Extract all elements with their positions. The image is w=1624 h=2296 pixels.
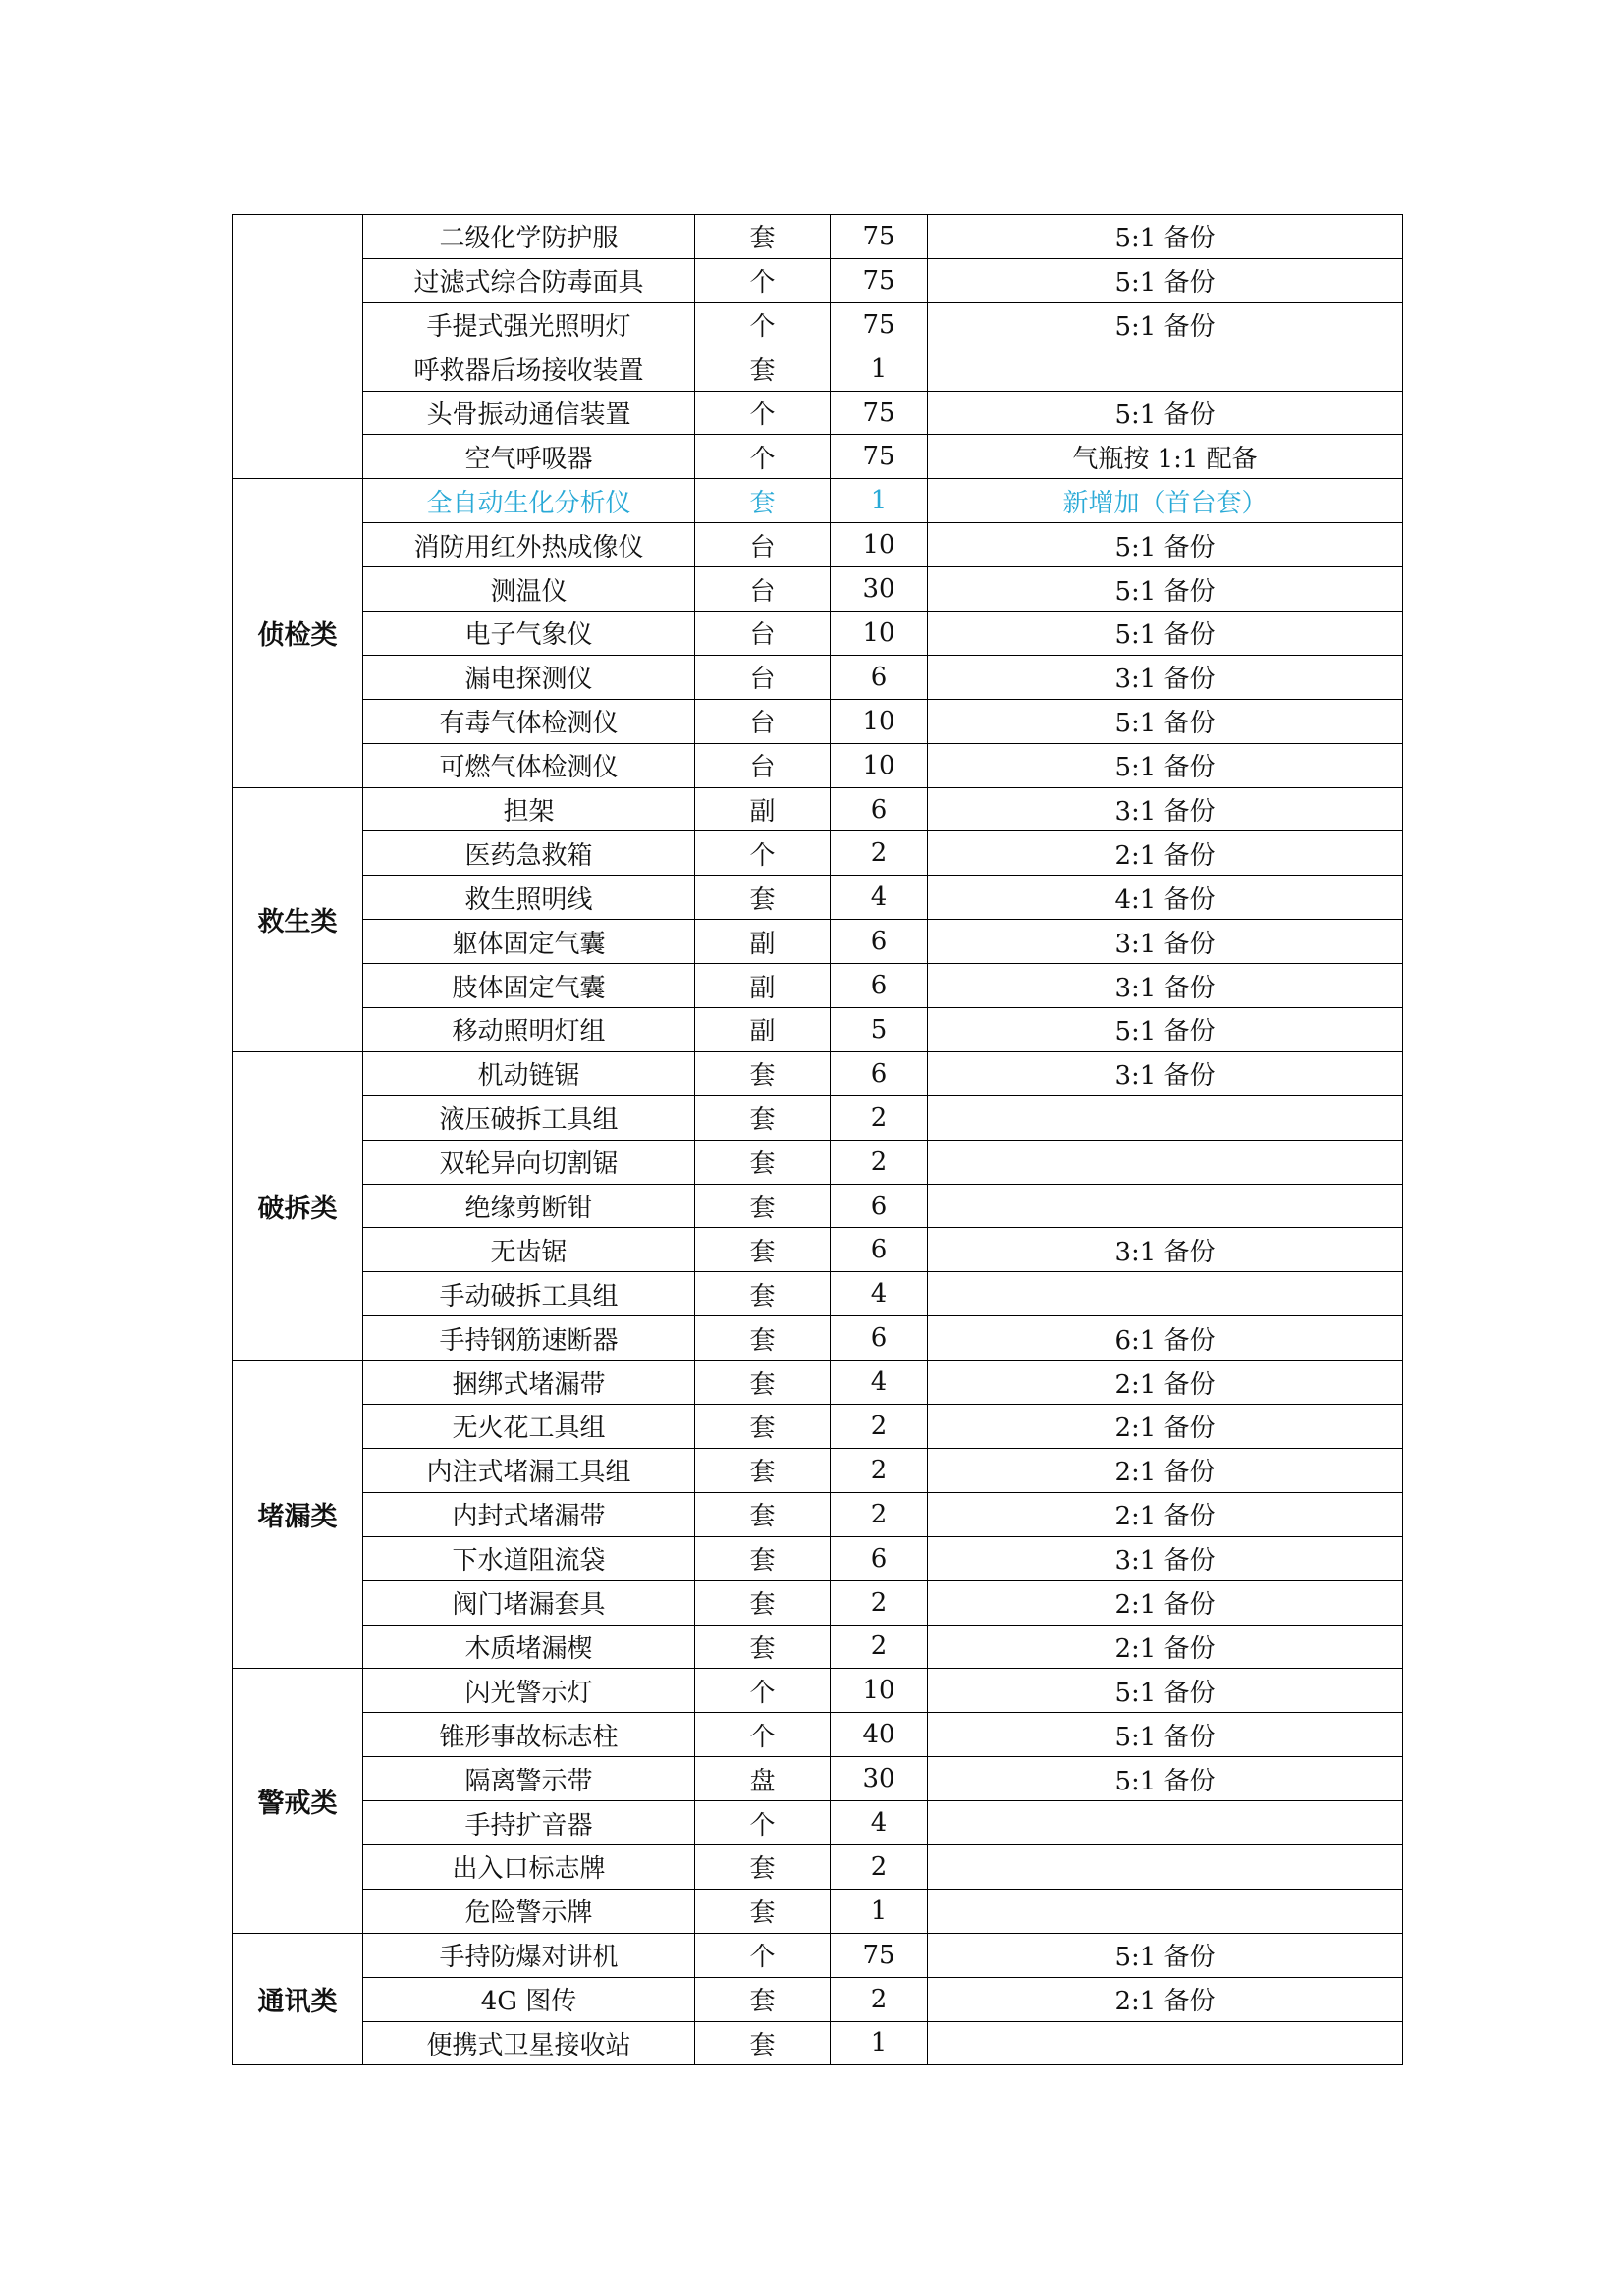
unit-cell: 套 xyxy=(695,876,831,920)
note-cell: 新增加（首台套） xyxy=(928,479,1403,523)
unit-cell: 套 xyxy=(695,1625,831,1669)
unit-cell: 个 xyxy=(695,1933,831,1977)
category-cell: 通讯类 xyxy=(233,1933,363,2065)
quantity-cell: 6 xyxy=(831,920,928,964)
table-row xyxy=(233,1492,1403,1536)
item-name-cell: 救生照明线 xyxy=(363,876,695,920)
note-cell xyxy=(928,1184,1403,1228)
table-row xyxy=(233,1844,1403,1889)
item-name-cell: 二级化学防护服 xyxy=(363,215,695,259)
note-cell: 3:1 备份 xyxy=(928,964,1403,1008)
quantity-cell: 2 xyxy=(831,1625,928,1669)
item-name-cell: 电子气象仪 xyxy=(363,612,695,656)
quantity-cell: 10 xyxy=(831,1669,928,1713)
item-name-cell: 全自动生化分析仪 xyxy=(363,479,695,523)
quantity-cell: 40 xyxy=(831,1713,928,1757)
item-name-cell: 手持钢筋速断器 xyxy=(363,1316,695,1361)
unit-cell: 套 xyxy=(695,215,831,259)
item-name-cell: 肢体固定气囊 xyxy=(363,964,695,1008)
item-name-cell: 手提式强光照明灯 xyxy=(363,302,695,347)
unit-cell: 个 xyxy=(695,258,831,302)
quantity-cell: 75 xyxy=(831,302,928,347)
table-row xyxy=(233,523,1403,567)
quantity-cell: 6 xyxy=(831,1051,928,1095)
item-name-cell: 内封式堵漏带 xyxy=(363,1492,695,1536)
note-cell: 5:1 备份 xyxy=(928,1713,1403,1757)
item-name-cell: 闪光警示灯 xyxy=(363,1669,695,1713)
item-name-cell: 躯体固定气囊 xyxy=(363,920,695,964)
quantity-cell: 75 xyxy=(831,258,928,302)
item-name-cell: 手持防爆对讲机 xyxy=(363,1933,695,1977)
unit-cell: 套 xyxy=(695,1405,831,1449)
unit-cell: 台 xyxy=(695,523,831,567)
table-row xyxy=(233,1272,1403,1316)
quantity-cell: 2 xyxy=(831,1580,928,1625)
unit-cell: 台 xyxy=(695,743,831,787)
quantity-cell: 10 xyxy=(831,523,928,567)
note-cell: 5:1 备份 xyxy=(928,258,1403,302)
table-row xyxy=(233,1713,1403,1757)
quantity-cell: 4 xyxy=(831,1801,928,1845)
table-row xyxy=(233,1889,1403,1933)
table-row xyxy=(233,2021,1403,2065)
note-cell xyxy=(928,347,1403,391)
item-name-cell: 内注式堵漏工具组 xyxy=(363,1448,695,1492)
note-cell xyxy=(928,2021,1403,2065)
unit-cell: 个 xyxy=(695,435,831,479)
note-cell: 2:1 备份 xyxy=(928,1977,1403,2021)
item-name-cell: 呼救器后场接收装置 xyxy=(363,347,695,391)
table-row xyxy=(233,258,1403,302)
quantity-cell: 75 xyxy=(831,215,928,259)
item-name-cell: 手动破拆工具组 xyxy=(363,1272,695,1316)
table-row xyxy=(233,391,1403,435)
unit-cell: 套 xyxy=(695,1977,831,2021)
quantity-cell: 6 xyxy=(831,787,928,831)
table-row xyxy=(233,655,1403,699)
quantity-cell: 2 xyxy=(831,1095,928,1140)
item-name-cell: 无齿锯 xyxy=(363,1228,695,1272)
unit-cell: 套 xyxy=(695,1536,831,1580)
note-cell: 2:1 备份 xyxy=(928,1625,1403,1669)
table-row xyxy=(233,699,1403,743)
item-name-cell: 隔离警示带 xyxy=(363,1757,695,1801)
table-row xyxy=(233,1140,1403,1184)
note-cell: 5:1 备份 xyxy=(928,302,1403,347)
table-row xyxy=(233,787,1403,831)
quantity-cell: 4 xyxy=(831,1361,928,1405)
unit-cell: 副 xyxy=(695,964,831,1008)
item-name-cell: 危险警示牌 xyxy=(363,1889,695,1933)
quantity-cell: 2 xyxy=(831,1448,928,1492)
unit-cell: 个 xyxy=(695,1713,831,1757)
table-row xyxy=(233,1361,1403,1405)
table-row xyxy=(233,567,1403,612)
note-cell xyxy=(928,1801,1403,1845)
quantity-cell: 6 xyxy=(831,1316,928,1361)
table-row xyxy=(233,876,1403,920)
note-cell xyxy=(928,1844,1403,1889)
item-name-cell: 漏电探测仪 xyxy=(363,655,695,699)
table-row xyxy=(233,302,1403,347)
quantity-cell: 2 xyxy=(831,1844,928,1889)
quantity-cell: 6 xyxy=(831,1228,928,1272)
quantity-cell: 2 xyxy=(831,831,928,876)
table-row xyxy=(233,1757,1403,1801)
category-cell: 侦检类 xyxy=(233,479,363,787)
table-row xyxy=(233,1625,1403,1669)
item-name-cell: 无火花工具组 xyxy=(363,1405,695,1449)
category-cell: 警戒类 xyxy=(233,1669,363,1933)
unit-cell: 盘 xyxy=(695,1757,831,1801)
note-cell: 5:1 备份 xyxy=(928,1669,1403,1713)
category-cell: 救生类 xyxy=(233,787,363,1051)
unit-cell: 个 xyxy=(695,302,831,347)
unit-cell: 套 xyxy=(695,1095,831,1140)
quantity-cell: 30 xyxy=(831,1757,928,1801)
item-name-cell: 手持扩音器 xyxy=(363,1801,695,1845)
note-cell: 5:1 备份 xyxy=(928,523,1403,567)
note-cell: 5:1 备份 xyxy=(928,215,1403,259)
note-cell: 3:1 备份 xyxy=(928,1536,1403,1580)
note-cell: 4:1 备份 xyxy=(928,876,1403,920)
unit-cell: 套 xyxy=(695,1580,831,1625)
note-cell: 2:1 备份 xyxy=(928,1361,1403,1405)
table-row xyxy=(233,1801,1403,1845)
table-row xyxy=(233,1977,1403,2021)
note-cell: 3:1 备份 xyxy=(928,920,1403,964)
quantity-cell: 2 xyxy=(831,1492,928,1536)
item-name-cell: 捆绑式堵漏带 xyxy=(363,1361,695,1405)
table-row xyxy=(233,1095,1403,1140)
unit-cell: 套 xyxy=(695,1051,831,1095)
item-name-cell: 绝缘剪断钳 xyxy=(363,1184,695,1228)
note-cell: 5:1 备份 xyxy=(928,1757,1403,1801)
item-name-cell: 双轮异向切割锯 xyxy=(363,1140,695,1184)
table-row xyxy=(233,435,1403,479)
table-row xyxy=(233,215,1403,259)
item-name-cell: 消防用红外热成像仪 xyxy=(363,523,695,567)
table-row xyxy=(233,1536,1403,1580)
item-name-cell: 便携式卫星接收站 xyxy=(363,2021,695,2065)
category-cell: 堵漏类 xyxy=(233,1361,363,1669)
table-row xyxy=(233,1228,1403,1272)
quantity-cell: 6 xyxy=(831,1536,928,1580)
item-name-cell: 空气呼吸器 xyxy=(363,435,695,479)
table-row xyxy=(233,1008,1403,1052)
category-cell xyxy=(233,215,363,479)
item-name-cell: 4G 图传 xyxy=(363,1977,695,2021)
table-row xyxy=(233,1051,1403,1095)
quantity-cell: 10 xyxy=(831,699,928,743)
unit-cell: 套 xyxy=(695,1228,831,1272)
unit-cell: 个 xyxy=(695,1801,831,1845)
unit-cell: 个 xyxy=(695,391,831,435)
unit-cell: 套 xyxy=(695,1361,831,1405)
item-name-cell: 测温仪 xyxy=(363,567,695,612)
table-row xyxy=(233,1580,1403,1625)
unit-cell: 套 xyxy=(695,347,831,391)
note-cell: 3:1 备份 xyxy=(928,1228,1403,1272)
item-name-cell: 锥形事故标志柱 xyxy=(363,1713,695,1757)
item-name-cell: 移动照明灯组 xyxy=(363,1008,695,1052)
note-cell: 气瓶按 1:1 配备 xyxy=(928,435,1403,479)
table-row xyxy=(233,964,1403,1008)
quantity-cell: 4 xyxy=(831,876,928,920)
item-name-cell: 出入口标志牌 xyxy=(363,1844,695,1889)
table-row xyxy=(233,831,1403,876)
item-name-cell: 医药急救箱 xyxy=(363,831,695,876)
unit-cell: 套 xyxy=(695,2021,831,2065)
unit-cell: 套 xyxy=(695,1316,831,1361)
quantity-cell: 4 xyxy=(831,1272,928,1316)
unit-cell: 台 xyxy=(695,612,831,656)
quantity-cell: 75 xyxy=(831,1933,928,1977)
note-cell: 2:1 备份 xyxy=(928,1448,1403,1492)
note-cell xyxy=(928,1095,1403,1140)
item-name-cell: 担架 xyxy=(363,787,695,831)
note-cell: 3:1 备份 xyxy=(928,1051,1403,1095)
table-row xyxy=(233,347,1403,391)
table-row xyxy=(233,1405,1403,1449)
unit-cell: 套 xyxy=(695,1272,831,1316)
category-cell: 破拆类 xyxy=(233,1051,363,1360)
quantity-cell: 2 xyxy=(831,1977,928,2021)
quantity-cell: 1 xyxy=(831,347,928,391)
unit-cell: 套 xyxy=(695,1184,831,1228)
note-cell: 5:1 备份 xyxy=(928,567,1403,612)
table-row xyxy=(233,479,1403,523)
note-cell: 6:1 备份 xyxy=(928,1316,1403,1361)
table-row xyxy=(233,1669,1403,1713)
equipment-table xyxy=(232,214,1403,2065)
table-row xyxy=(233,612,1403,656)
note-cell: 5:1 备份 xyxy=(928,391,1403,435)
quantity-cell: 6 xyxy=(831,964,928,1008)
table-row xyxy=(233,920,1403,964)
item-name-cell: 下水道阻流袋 xyxy=(363,1536,695,1580)
unit-cell: 副 xyxy=(695,787,831,831)
unit-cell: 台 xyxy=(695,655,831,699)
unit-cell: 副 xyxy=(695,920,831,964)
item-name-cell: 阀门堵漏套具 xyxy=(363,1580,695,1625)
item-name-cell: 头骨振动通信装置 xyxy=(363,391,695,435)
quantity-cell: 75 xyxy=(831,435,928,479)
quantity-cell: 1 xyxy=(831,2021,928,2065)
quantity-cell: 1 xyxy=(831,1889,928,1933)
note-cell: 2:1 备份 xyxy=(928,1492,1403,1536)
note-cell: 2:1 备份 xyxy=(928,1580,1403,1625)
quantity-cell: 2 xyxy=(831,1405,928,1449)
quantity-cell: 10 xyxy=(831,743,928,787)
note-cell: 3:1 备份 xyxy=(928,655,1403,699)
item-name-cell: 木质堵漏楔 xyxy=(363,1625,695,1669)
unit-cell: 套 xyxy=(695,1889,831,1933)
note-cell xyxy=(928,1889,1403,1933)
quantity-cell: 5 xyxy=(831,1008,928,1052)
table-row xyxy=(233,1316,1403,1361)
quantity-cell: 30 xyxy=(831,567,928,612)
table-row xyxy=(233,1933,1403,1977)
note-cell: 5:1 备份 xyxy=(928,1933,1403,1977)
note-cell: 2:1 备份 xyxy=(928,831,1403,876)
item-name-cell: 液压破拆工具组 xyxy=(363,1095,695,1140)
quantity-cell: 10 xyxy=(831,612,928,656)
unit-cell: 个 xyxy=(695,1669,831,1713)
quantity-cell: 75 xyxy=(831,391,928,435)
unit-cell: 个 xyxy=(695,831,831,876)
quantity-cell: 6 xyxy=(831,1184,928,1228)
item-name-cell: 有毒气体检测仪 xyxy=(363,699,695,743)
unit-cell: 套 xyxy=(695,1844,831,1889)
note-cell: 5:1 备份 xyxy=(928,699,1403,743)
unit-cell: 台 xyxy=(695,699,831,743)
quantity-cell: 6 xyxy=(831,655,928,699)
note-cell: 5:1 备份 xyxy=(928,743,1403,787)
item-name-cell: 过滤式综合防毒面具 xyxy=(363,258,695,302)
equipment-table-body xyxy=(233,215,1403,2065)
unit-cell: 套 xyxy=(695,479,831,523)
unit-cell: 套 xyxy=(695,1492,831,1536)
quantity-cell: 2 xyxy=(831,1140,928,1184)
unit-cell: 台 xyxy=(695,567,831,612)
note-cell: 5:1 备份 xyxy=(928,612,1403,656)
table-row xyxy=(233,1448,1403,1492)
note-cell xyxy=(928,1140,1403,1184)
table-row xyxy=(233,1184,1403,1228)
item-name-cell: 机动链锯 xyxy=(363,1051,695,1095)
note-cell xyxy=(928,1272,1403,1316)
table-row xyxy=(233,743,1403,787)
note-cell: 2:1 备份 xyxy=(928,1405,1403,1449)
note-cell: 3:1 备份 xyxy=(928,787,1403,831)
unit-cell: 套 xyxy=(695,1140,831,1184)
quantity-cell: 1 xyxy=(831,479,928,523)
unit-cell: 套 xyxy=(695,1448,831,1492)
note-cell: 5:1 备份 xyxy=(928,1008,1403,1052)
item-name-cell: 可燃气体检测仪 xyxy=(363,743,695,787)
unit-cell: 副 xyxy=(695,1008,831,1052)
